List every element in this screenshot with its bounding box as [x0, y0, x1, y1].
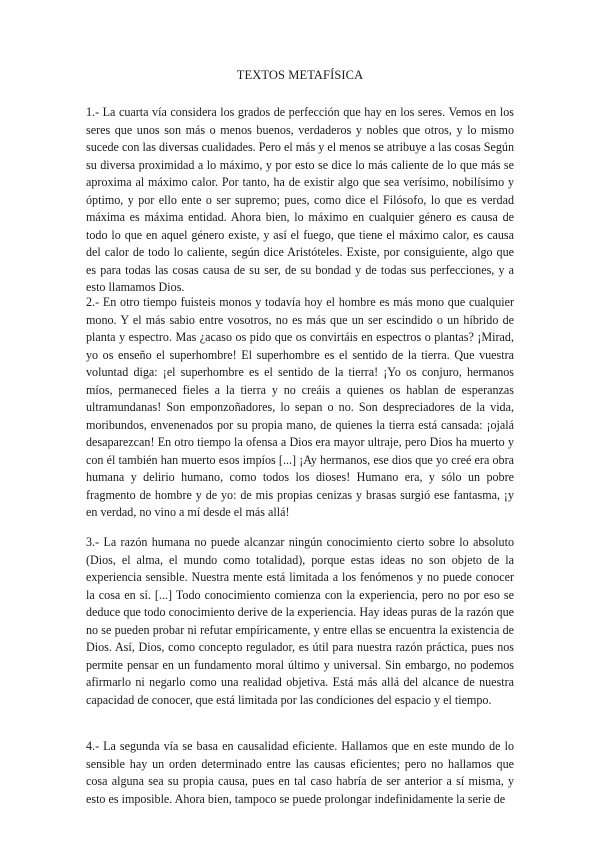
paragraph-2: 2.- En otro tiempo fuisteis monos y todavía hoy el hombre es más mono que cualquier mono. Y el más sabio entre vosotros, no es más que un ser escindido o un híbrido de planta y espectro. Mas ¿acaso os pido que os convirtáis en espectros o plantas? ¡Mirad, yo os enseño el superhombre! El superhombre es el sentido de la tierra. Que vuestra voluntad diga: ¡el superhombre es el sentido de la tierra! ¡Yo os conjuro, hermanos míos, permaneced fieles a la tierra y no creáis a quienes os hablan de esperanzas ultramundanas! Son emponzoñadores, lo sepan o no. Son despreciadores de la vida, moribundos, envenenados por su propia mano, de quienes la tierra está cansada: ¡ojalá desaparezcan! En otro tiempo la ofensa a Dios era mayor ultraje, pero Dios ha muerto y con él también han muerto esos impíos [...] ¡Ay hermanos, ese dios que yo creé era obra humana y delirio humano, como todos los dioses! Humano era, y sólo un pobre fragmento de hombre y de yo: de mis propias cenizas y brasas surgió ese fantasma, ¡y en verdad, no vino a mí desde el más allá! [86, 295, 514, 519]
paragraph-3: 3.- La razón humana no puede alcanzar ningún conocimiento cierto sobre lo absoluto (Dios, el alma, el mundo como totalidad), porque estas ideas no son objeto de la experiencia sensible. Nuestra mente está limitada a los fenómenos y no puede conocer la cosa en sí. [...] Todo conocimiento comienza con la experiencia, pero no por eso se deduce que todo conocimiento derive de la experiencia. Hay ideas puras de la razón que no se pueden probar ni refutar empíricamente, y entre ellas se encuentra la existencia de Dios. Así, Dios, como concepto regulador, es útil para nuestra razón práctica, pues nos permite pensar en un fundamento moral último y universal. Sin embargo, no podemos afirmarlo ni negarlo como una realidad objetiva. Está más allá del alcance de nuestra capacidad de conocer, que está limitada por las condiciones del espacio y el tiempo. [86, 535, 514, 707]
page-title: TEXTOS METAFÍSICA [236, 68, 364, 82]
paragraph-1: 1.- La cuarta vía considera los grados de perfección que hay en los seres. Vemos en los seres que unos son más o menos buenos, verdaderos y nobles que otros, y lo mismo sucede con las diversas cualidades. Pero el más y el menos se atribuye a las cosas Según su diversa proximidad a lo máximo, y por esto se dice lo más caliente de lo que más se aproxima al máximo calor. Por tanto, ha de existir algo que sea verísimo, nobilísimo y óptimo, y por ello ente o ser supremo; pues, como dice el Filósofo, lo que es verdad máxima es máxima entidad. Ahora bien, lo máximo en cualquier género es causa de todo lo que en aquel género existe, y así el fuego, que tiene el máximo calor, es causa del calor de todo lo caliente, según dice Aristóteles. Existe, por consiguiente, algo que es para todas las cosas causa de su ser, de su bondad y de todas sus perfecciones, y a esto llamamos Dios. [86, 105, 514, 294]
paragraph-4: 4.- La segunda vía se basa en causalidad eficiente. Hallamos que en este mundo de lo sensible hay un orden determinado entre las causas eficientes; pero no hallamos que cosa alguna sea su propia causa, pues en tal caso habría de ser anterior a sí misma, y esto es imposible. Ahora bien, tampoco se puede prolongar indefinidamente la serie de [86, 739, 514, 806]
